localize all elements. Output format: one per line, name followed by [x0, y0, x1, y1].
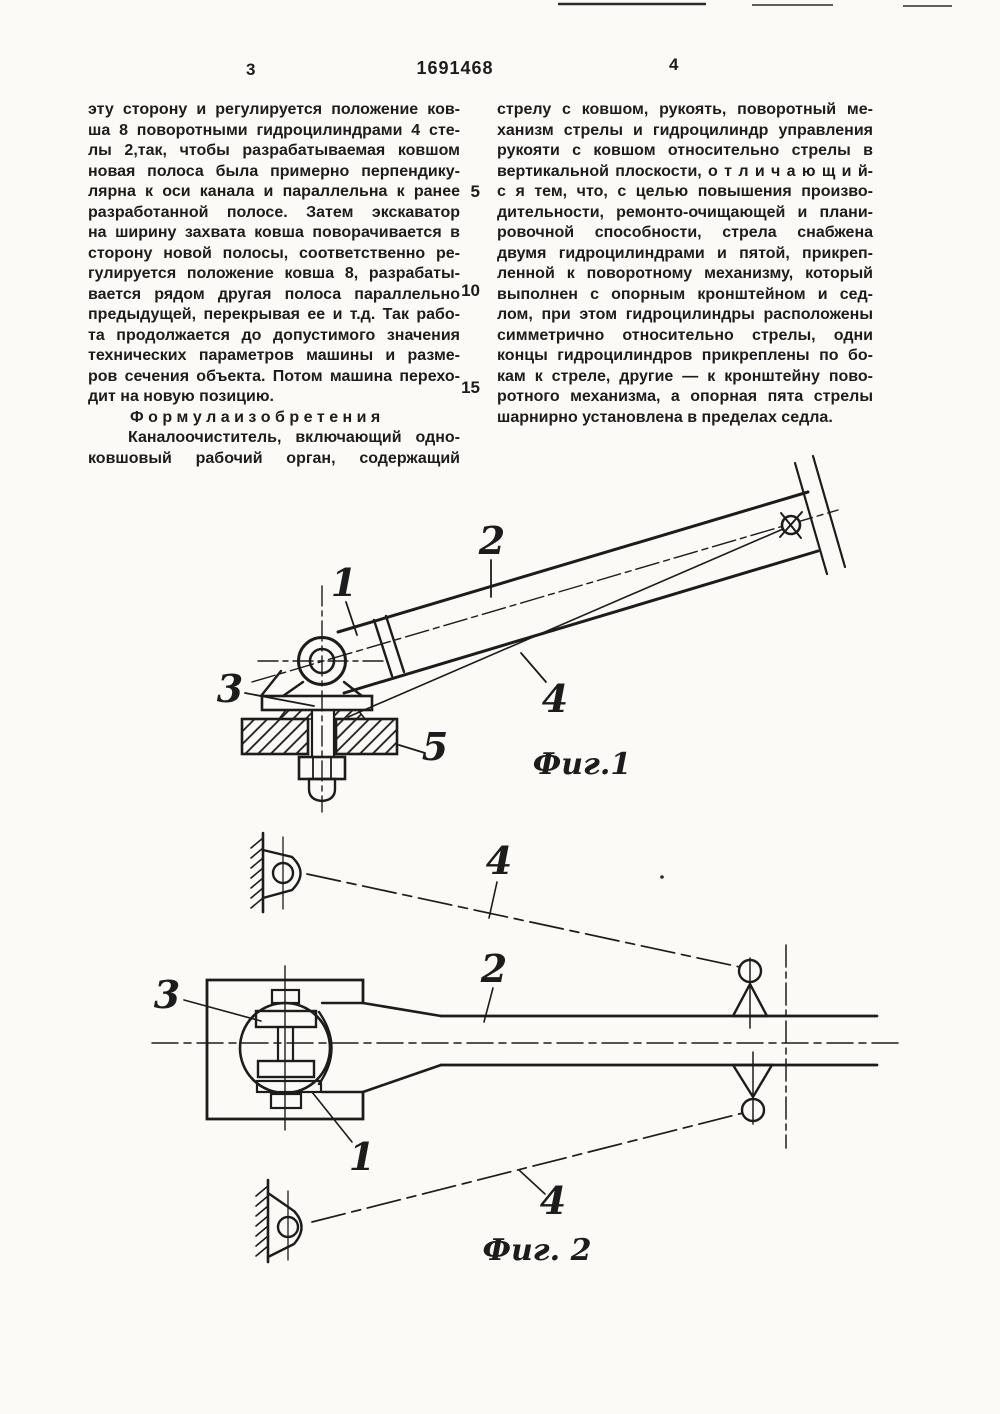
text-line: ша 8 поворотными гидроцилиндрами 4 сте- — [88, 121, 460, 139]
figure-2-labels — [154, 838, 592, 1268]
patent-number: 1691468 — [416, 58, 494, 78]
text-line: предыдущей, перекрывая ее и т.д. Так рабо- — [88, 306, 460, 323]
fig2-caption: Фиг. 2 — [482, 1233, 592, 1268]
text-line: дительности, ремонто-очищающей и плани- — [497, 203, 873, 221]
text-line: выполнен с опорным кронштейном и сед- — [497, 285, 873, 303]
text-line: ханизм стрелы и гидроцилиндр управления — [497, 121, 873, 139]
text-line: концы гидроцилиндров прикреплены по бо- — [497, 347, 873, 364]
text-line: та продолжается до допустимого значения — [88, 326, 460, 344]
text-line: кам к стреле, другие — к кронштейну пово- — [497, 367, 873, 385]
text-line: лы 2,так, чтобы разрабатываемая ковшом — [88, 142, 460, 159]
fig1-label-3: 3 — [216, 666, 244, 711]
text-line: рукояти с ковшом относительно стрелы в — [497, 142, 873, 159]
fig1-label-4: 4 — [541, 676, 569, 721]
page-number-right: 4 — [669, 55, 680, 74]
text-line: новая полоса была примерно перпендику- — [88, 162, 460, 180]
text-column-right — [497, 100, 873, 428]
fig2-label-2: 2 — [480, 946, 508, 991]
text-line: ленной к поворотному механизму, который — [497, 265, 873, 282]
text-line: ров сечения объекта. Потом машина перехо- — [88, 367, 460, 385]
fig2-label-3: 3 — [153, 972, 181, 1017]
fig1-label-5: 5 — [421, 724, 449, 769]
text-line: на ширину захвата ковша поворачивается в — [88, 224, 460, 241]
text-line: дит на новую позицию. — [88, 388, 274, 405]
text-line: разработанной полосе. Затем экскаватор — [88, 203, 460, 221]
text-line: Ф о р м у л а и з о б р е т е н и я — [130, 408, 381, 426]
text-line: симметрично относительно стрелы, одни — [497, 326, 873, 344]
text-line: лярна к оси канала и параллельна к ранее — [88, 183, 460, 200]
figure-2-drawing — [152, 833, 900, 1262]
text-line: стрелу с ковшом, рукоять, поворотный ме- — [497, 101, 873, 118]
text-line: ротного механизма, а опорная пята стрелы — [497, 388, 873, 405]
text-line: вается рядом другая полоса параллельно — [88, 285, 460, 303]
fig1-label-1: 1 — [330, 560, 358, 605]
text-line: гулируется положение ковша 8, разрабаты- — [88, 265, 460, 282]
text-line: ковшовый рабочий орган, содержащий — [88, 449, 460, 467]
text-line: Каналоочиститель, включающий одно- — [128, 429, 460, 446]
text-line: эту сторону и регулируется положение ков- — [88, 101, 460, 118]
fig1-label-2: 2 — [478, 518, 506, 563]
text-line: ровочной способности, стрела снабжена — [497, 224, 873, 241]
fig2-label-1: 1 — [348, 1134, 376, 1179]
text-line: двумя гидроцилиндрами и пятой, прикреп- — [497, 244, 873, 262]
fig2-label-4-top: 4 — [485, 838, 513, 883]
text-line: лом, при этом гидроцилиндры расположены — [497, 306, 873, 323]
fig2-label-4-bottom: 4 — [539, 1178, 567, 1223]
text-line: сторону новой полосы, соответственно ре- — [88, 244, 460, 262]
page-number-left: 3 — [246, 60, 257, 79]
text-line: шарнирно установлена в пределах седла. — [497, 408, 833, 426]
margin-line-number-5: 5 — [470, 182, 480, 201]
text-line: вертикальной плоскости, о т л и ч а ю щ и й- — [497, 162, 873, 180]
text-column-left — [88, 100, 460, 469]
fig1-caption: Фиг.1 — [532, 747, 632, 782]
text-line: с я тем, что, с целью повышения произво- — [497, 183, 873, 200]
text-line: технических параметров машины и разме- — [88, 347, 460, 364]
margin-line-number-15: 15 — [461, 378, 480, 397]
margin-line-number-10: 10 — [461, 281, 480, 300]
